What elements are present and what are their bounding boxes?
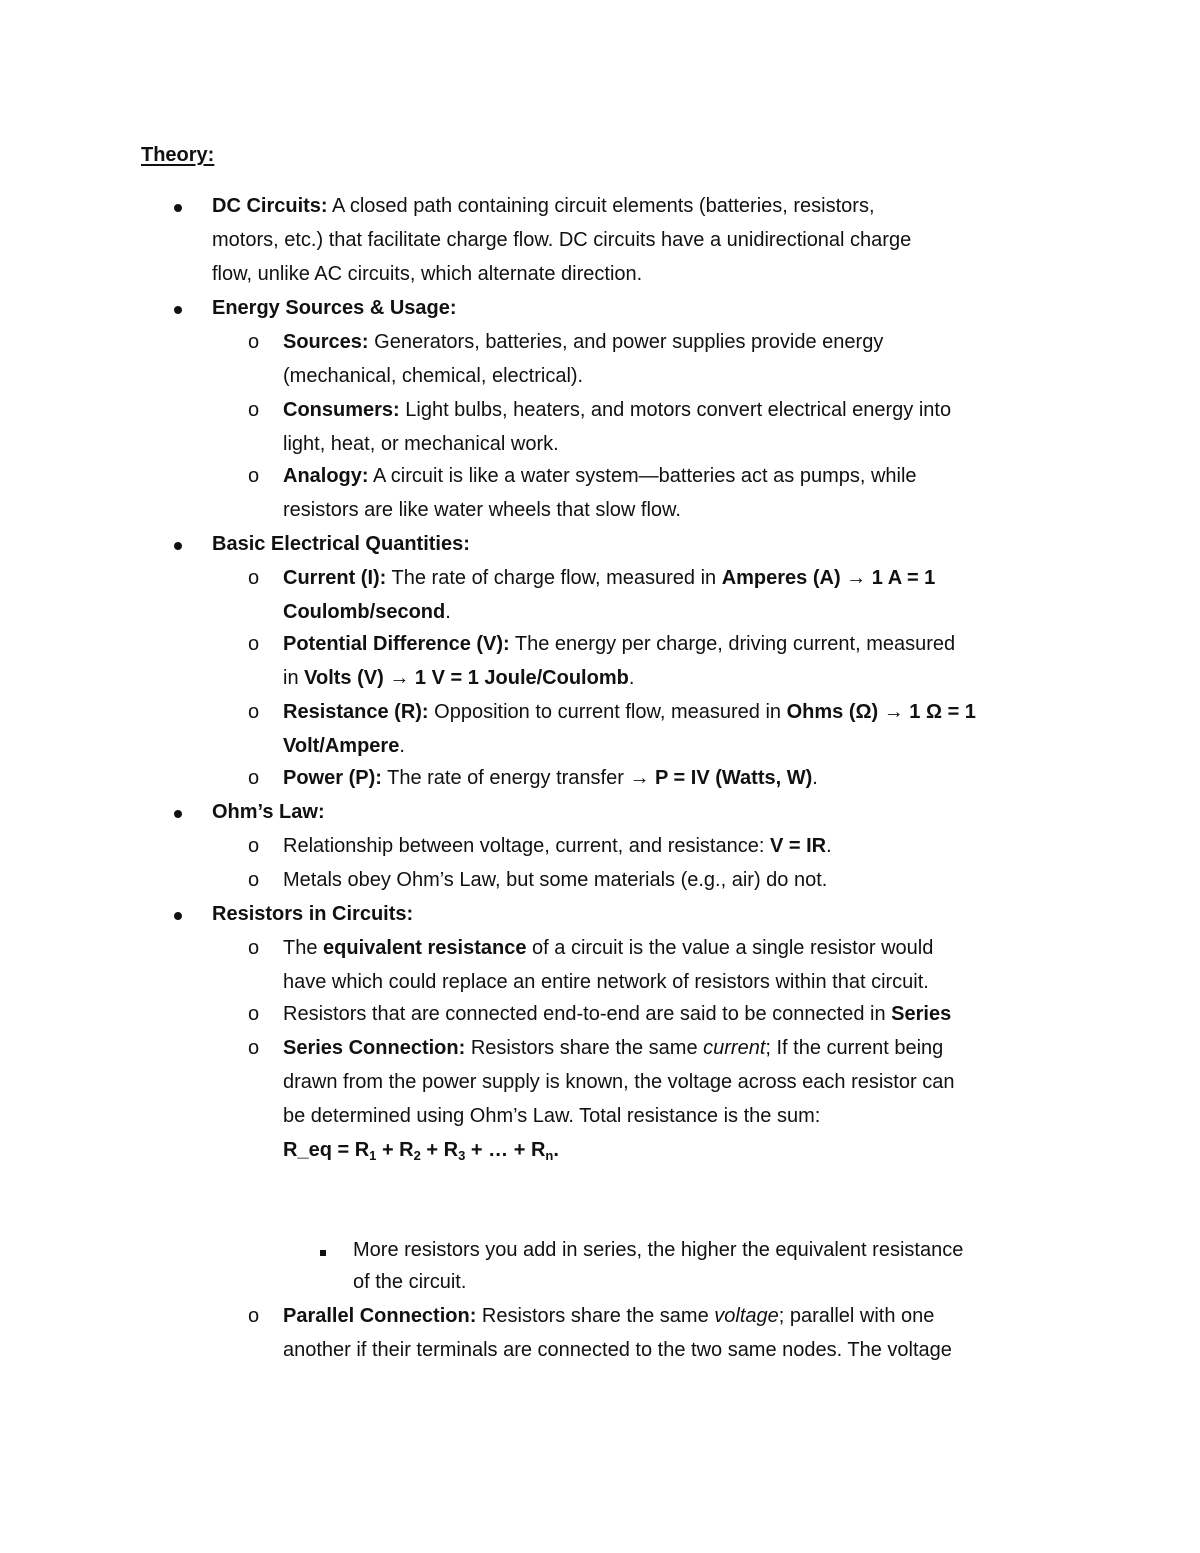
series-line-1 — [283, 1034, 943, 1062]
parallel-text-b: ; parallel with one — [778, 1305, 935, 1327]
sources-text: Generators, batteries, and power supplies provide energy — [368, 331, 884, 353]
analogy-line-1 — [283, 462, 917, 490]
series-word: Series — [891, 1003, 952, 1025]
current-label: Current (I): — [283, 567, 387, 589]
pd-label: Potential Difference (V): — [283, 633, 510, 655]
ohm-item-2: Metals obey Ohm’s Law, but some materials (e.g., air) do not. — [283, 869, 828, 891]
series-line-3: be determined using Ohm’s Law. Total resistance is the sum: — [283, 1105, 821, 1127]
bullet-dot-icon — [174, 192, 182, 220]
series-intro-text: Resistors that are connected end-to-end are said to be connected in — [283, 1003, 892, 1025]
circle-bullet-icon: o — [248, 399, 260, 421]
circle-bullet-icon: o — [248, 567, 260, 589]
series-intro-line — [283, 1000, 951, 1028]
formula-part: + … + R — [465, 1139, 546, 1161]
resistance-end: . — [399, 735, 405, 757]
resistance-text: Opposition to current flow, measured in — [428, 701, 787, 723]
analogy-line-2: resistors are like water wheels that slow flow. — [283, 499, 681, 521]
circle-bullet-icon: o — [248, 331, 260, 353]
resistance-label: Resistance (R): — [283, 701, 429, 723]
equivalent-line-1 — [283, 934, 933, 962]
circle-bullet-icon: o — [248, 633, 260, 655]
bullet-dot-icon — [174, 294, 182, 322]
circle-bullet-icon: o — [248, 701, 260, 723]
dc-label: DC Circuits: — [212, 195, 328, 217]
current-line-1 — [283, 564, 935, 592]
current-line-2 — [283, 598, 451, 626]
power-line — [283, 764, 818, 792]
dc-line-3: flow, unlike AC circuits, which alternate direction. — [212, 263, 643, 285]
consumers-text: Light bulbs, heaters, and motors convert electrical energy into — [399, 399, 952, 421]
parallel-label: Parallel Connection: — [283, 1305, 477, 1327]
series-line-2: drawn from the power supply is known, the voltage across each resistor can — [283, 1071, 955, 1093]
series-text-b: ; If the current being — [765, 1037, 944, 1059]
pd-text: The energy per charge, driving current, measured — [509, 633, 956, 655]
pd-in: in — [283, 667, 305, 689]
resistance-unit: Ohms (Ω) — [786, 701, 879, 723]
parallel-line-2: another if their terminals are connected to the two same nodes. The voltage — [283, 1339, 952, 1361]
pd-line-2 — [283, 664, 634, 692]
consumers-label: Consumers: — [283, 399, 400, 421]
more-resistors-line-2: of the circuit. — [353, 1271, 467, 1293]
pd-end: . — [628, 667, 635, 689]
resistors-label: Resistors in Circuits: — [212, 903, 414, 925]
series-text-a: Resistors share the same — [465, 1037, 704, 1059]
bullet-dot-icon — [174, 900, 182, 928]
bullet-dot-icon — [174, 798, 182, 826]
pd-line-1 — [283, 630, 955, 658]
ohm-label: Ohm’s Law: — [212, 801, 325, 823]
formula-subscript: 2 — [413, 1148, 421, 1163]
ohm-item-1-end: . — [826, 835, 832, 857]
parallel-text-a: Resistors share the same — [476, 1305, 715, 1327]
current-text: The rate of charge flow, measured in — [386, 567, 722, 589]
pd-def: 1 V = 1 Joule/Coulomb — [414, 667, 629, 689]
circle-bullet-icon: o — [248, 937, 260, 959]
consumers-line-2: light, heat, or mechanical work. — [283, 433, 559, 455]
circle-bullet-icon: o — [248, 869, 260, 891]
ohm-item-1 — [283, 832, 832, 860]
energy-label: Energy Sources & Usage: — [212, 297, 457, 319]
formula-subscript: 1 — [369, 1148, 377, 1163]
sources-label: Sources: — [283, 331, 369, 353]
series-italic: current — [703, 1037, 766, 1059]
equivalent-pre: The — [283, 937, 324, 959]
arrow-icon: → — [840, 567, 872, 589]
power-text: The rate of energy transfer → — [381, 767, 656, 789]
formula-part: + R — [420, 1139, 459, 1161]
formula-end: . — [553, 1139, 559, 1161]
arrow-icon: → — [383, 667, 415, 689]
current-def: 1 A = 1 — [871, 567, 936, 589]
ohm-formula: V = IR — [769, 835, 827, 857]
pd-unit: Volts (V) — [304, 667, 384, 689]
circle-bullet-icon: o — [248, 465, 260, 487]
theory-heading: Theory: — [141, 144, 215, 166]
power-label: Power (P): — [283, 767, 382, 789]
circle-bullet-icon: o — [248, 1305, 260, 1327]
sources-line-1 — [283, 328, 883, 356]
analogy-text: A circuit is like a water system—batteries act as pumps, while — [368, 465, 917, 487]
square-bullet-icon — [320, 1236, 326, 1264]
resistance-def-2: Volt/Ampere — [283, 735, 400, 757]
sources-line-2: (mechanical, chemical, electrical). — [283, 365, 584, 387]
formula-part: R_eq = R — [283, 1139, 370, 1161]
power-def: P = IV (Watts, W) — [655, 767, 813, 789]
current-unit: Amperes (A) — [721, 567, 841, 589]
resistance-line-1 — [283, 698, 976, 726]
more-resistors-line-1: More resistors you add in series, the higher the equivalent resistance — [353, 1239, 964, 1261]
resistance-def: 1 Ω = 1 — [909, 701, 976, 723]
circle-bullet-icon: o — [248, 767, 260, 789]
circle-bullet-icon: o — [248, 835, 260, 857]
power-end: . — [812, 767, 818, 789]
current-end: . — [445, 601, 451, 623]
series-label: Series Connection: — [283, 1037, 466, 1059]
equivalent-text: of a circuit is the value a single resistor would — [526, 937, 934, 959]
consumers-line-1 — [283, 396, 951, 424]
current-def-2: Coulomb/second — [283, 601, 446, 623]
quantities-label: Basic Electrical Quantities: — [212, 533, 470, 555]
formula-subscript: n — [545, 1148, 554, 1163]
circle-bullet-icon: o — [248, 1037, 260, 1059]
formula-part: + R — [376, 1139, 414, 1161]
formula-subscript: 3 — [458, 1148, 466, 1163]
dc-line-1 — [212, 192, 875, 220]
analogy-label: Analogy: — [283, 465, 369, 487]
equivalent-line-2: have which could replace an entire network of resistors within that circuit. — [283, 971, 929, 993]
resistance-line-2 — [283, 732, 405, 760]
ohm-item-1-text: Relationship between voltage, current, and resistance: — [283, 835, 770, 857]
parallel-line-1 — [283, 1302, 934, 1330]
arrow-icon: → — [878, 701, 910, 723]
dc-line-2: motors, etc.) that facilitate charge flow. DC circuits have a unidirectional charge — [212, 229, 912, 251]
bullet-dot-icon — [174, 530, 182, 558]
circle-bullet-icon: o — [248, 1003, 260, 1025]
dc-text-1: A closed path containing circuit elements (batteries, resistors, — [327, 195, 875, 217]
series-formula — [283, 1136, 559, 1164]
parallel-italic: voltage — [714, 1305, 779, 1327]
equivalent-term: equivalent resistance — [323, 937, 527, 959]
